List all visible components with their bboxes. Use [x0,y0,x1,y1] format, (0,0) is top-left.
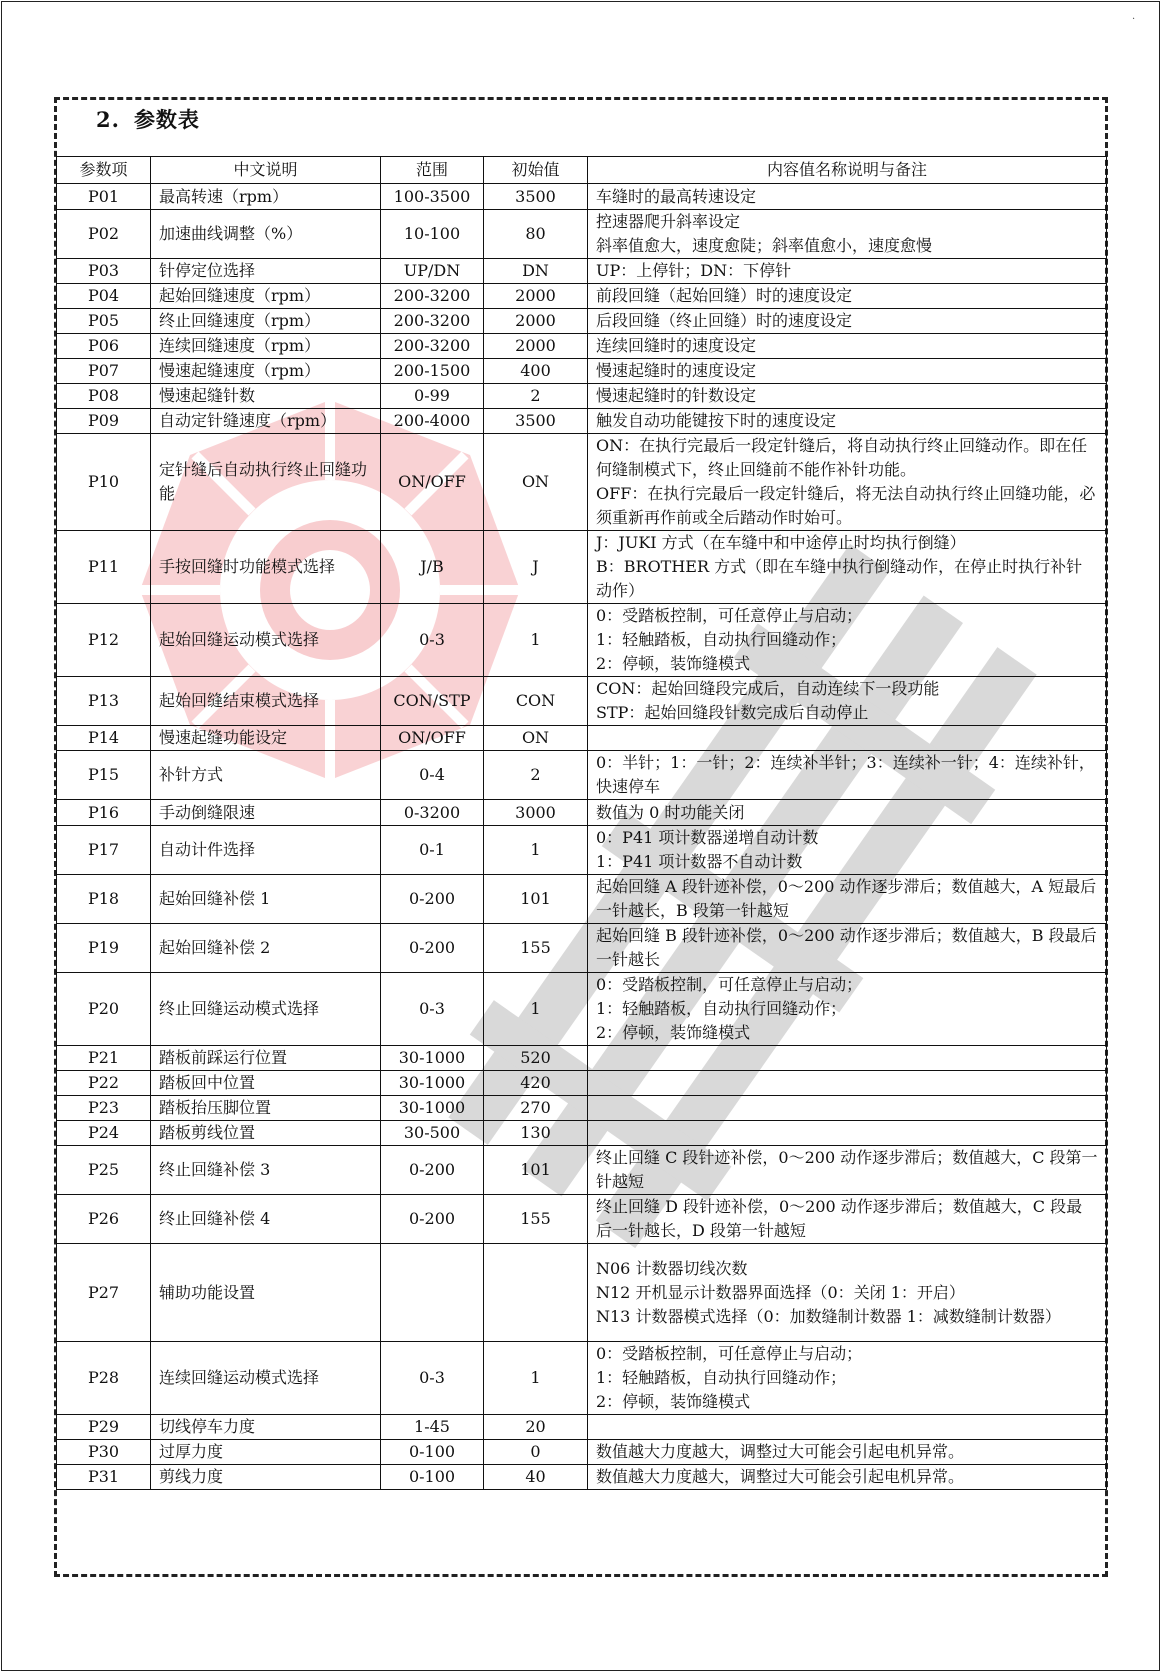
corner-mark: · [1132,14,1136,25]
col-header-name: 中文说明 [151,157,381,184]
param-id-cell: P13 [57,677,151,726]
param-range-cell [381,1244,484,1342]
param-name-cell: 踏板抬压脚位置 [151,1096,381,1121]
param-id-cell: P29 [57,1415,151,1440]
note-line: 斜率值愈大，速度愈陡；斜率值愈小，速度愈慢 [596,236,933,255]
table-row [57,677,1107,726]
param-default-cell: 270 [484,1096,588,1121]
table-header-row [57,157,1107,184]
param-range-cell: 0-200 [381,1195,484,1244]
param-default-cell: 3000 [484,800,588,826]
param-note-cell [588,1440,1107,1465]
param-name-cell: 过厚力度 [151,1440,381,1465]
param-id-cell: P10 [57,434,151,531]
table-row [57,1071,1107,1096]
note-line: 0：受踏板控制，可任意停止与启动； [596,606,863,625]
param-range-cell: 0-3 [381,1342,484,1415]
param-range-cell: 200-3200 [381,334,484,359]
param-name-cell: 踏板剪线位置 [151,1121,381,1146]
note-line: 1：P41 项计数器不自动计数 [596,852,803,871]
param-note-cell [588,384,1107,409]
param-name-cell: 针停定位选择 [151,259,381,284]
note-line: OFF：在执行完最后一段定针缝后，将无法自动执行终止回缝功能，必须重新再作前或全后踏动作时始可。 [596,484,1096,527]
param-range-cell: 0-200 [381,1146,484,1195]
table-row [57,259,1107,284]
param-note-cell [588,184,1107,210]
param-name-cell: 最高转速（rpm） [151,184,381,210]
param-note-cell [588,1046,1107,1071]
param-range-cell: 100-3500 [381,184,484,210]
param-range-cell: 200-4000 [381,409,484,434]
param-name-cell: 终止回缝速度（rpm） [151,309,381,334]
param-default-cell: CON [484,677,588,726]
table-row [57,1244,1107,1342]
param-id-cell: P04 [57,284,151,309]
param-id-cell: P28 [57,1342,151,1415]
param-range-cell: 30-500 [381,1121,484,1146]
param-name-cell: 连续回缝速度（rpm） [151,334,381,359]
table-row [57,284,1107,309]
note-line: 2：停顿，装饰缝模式 [596,1392,751,1411]
param-range-cell: CON/STP [381,677,484,726]
param-id-cell: P01 [57,184,151,210]
param-name-cell: 自动定针缝速度（rpm） [151,409,381,434]
param-name-cell: 起始回缝速度（rpm） [151,284,381,309]
param-range-cell: 30-1000 [381,1046,484,1071]
param-default-cell: 520 [484,1046,588,1071]
param-id-cell: P02 [57,210,151,259]
param-default-cell: 0 [484,1440,588,1465]
param-id-cell: P16 [57,800,151,826]
note-line: 1：轻触踏板，自动执行回缝动作； [596,999,847,1018]
param-default-cell: 2 [484,384,588,409]
param-note-cell [588,677,1107,726]
table-row [57,210,1107,259]
note-line: 数值越大力度越大，调整过大可能会引起电机异常。 [596,1442,965,1461]
note-line: STP：起始回缝段针数完成后自动停止 [596,703,869,722]
param-note-cell [588,359,1107,384]
section-number: 2. [96,107,120,132]
param-default-cell: J [484,531,588,604]
param-name-cell: 加速曲线调整（%） [151,210,381,259]
param-default-cell: 3500 [484,184,588,210]
param-range-cell: 0-100 [381,1465,484,1490]
note-line: CON：起始回缝段完成后，自动连续下一段功能 [596,679,940,698]
param-id-cell: P03 [57,259,151,284]
param-name-cell: 终止回缝运动模式选择 [151,973,381,1046]
table-row [57,1121,1107,1146]
param-id-cell: P18 [57,875,151,924]
param-range-cell: 0-3 [381,973,484,1046]
table-row [57,1096,1107,1121]
section-title-text: 参数表 [133,107,200,132]
param-id-cell: P19 [57,924,151,973]
param-range-cell: 0-3200 [381,800,484,826]
col-header-id: 参数项 [57,157,151,184]
param-range-cell: 0-100 [381,1440,484,1465]
note-line: 1：轻触踏板，自动执行回缝动作； [596,1368,847,1387]
param-note-cell [588,1195,1107,1244]
param-note-cell [588,210,1107,259]
table-row [57,531,1107,604]
table-row [57,751,1107,800]
table-row [57,826,1107,875]
param-id-cell: P07 [57,359,151,384]
table-row [57,924,1107,973]
table-row [57,1046,1107,1071]
note-line: 控速器爬升斜率设定 [596,212,741,231]
note-line: 0：半针；1：一针；2：连续补半针；3：连续补一针；4：连续补针，快速停车 [596,753,1095,796]
param-name-cell: 定针缝后自动执行终止回缝功能 [151,434,381,531]
param-note-cell [588,604,1107,677]
param-note-cell [588,751,1107,800]
param-default-cell: 1 [484,604,588,677]
table-row [57,1342,1107,1415]
param-name-cell: 终止回缝补偿 4 [151,1195,381,1244]
param-range-cell: 200-3200 [381,309,484,334]
param-id-cell: P09 [57,409,151,434]
param-default-cell: 2000 [484,334,588,359]
table-row [57,1146,1107,1195]
param-note-cell [588,284,1107,309]
note-line: N12 开机显示计数器界面选择（0：关闭 1：开启） [596,1282,965,1302]
param-default-cell: 1 [484,973,588,1046]
note-line: N13 计数器模式选择（0：加数缝制计数器 1：减数缝制计数器） [596,1306,1061,1326]
note-line: 车缝时的最高转速设定 [596,186,757,206]
note-line: 数值越大力度越大，调整过大可能会引起电机异常。 [596,1467,965,1486]
col-header-range: 范围 [381,157,484,184]
param-name-cell: 起始回缝补偿 1 [151,875,381,924]
param-name-cell: 踏板前踩运行位置 [151,1046,381,1071]
param-name-cell: 手按回缝时功能模式选择 [151,531,381,604]
note-line: J：JUKI 方式（在车缝中和中途停止时均执行倒缝） [596,533,966,552]
table-row [57,1415,1107,1440]
param-note-cell [588,434,1107,531]
param-default-cell: 3500 [484,409,588,434]
note-line: 数值为 0 时功能关闭 [596,802,745,822]
param-note-cell [588,1415,1107,1440]
note-line: 2：停顿，装饰缝模式 [596,654,751,673]
param-default-cell: 101 [484,1146,588,1195]
param-range-cell: ON/OFF [381,726,484,751]
param-range-cell: 10-100 [381,210,484,259]
table-row [57,384,1107,409]
param-default-cell: 130 [484,1121,588,1146]
param-default-cell: ON [484,434,588,531]
param-range-cell: UP/DN [381,259,484,284]
param-note-cell [588,531,1107,604]
param-id-cell: P26 [57,1195,151,1244]
param-range-cell: 0-200 [381,875,484,924]
param-name-cell: 起始回缝运动模式选择 [151,604,381,677]
table-row [57,604,1107,677]
param-name-cell: 起始回缝补偿 2 [151,924,381,973]
param-name-cell: 连续回缝运动模式选择 [151,1342,381,1415]
table-row [57,1440,1107,1465]
param-note-cell [588,259,1107,284]
param-default-cell: 2000 [484,309,588,334]
param-note-cell [588,1071,1107,1096]
table-row [57,334,1107,359]
note-line: 触发自动功能键按下时的速度设定 [596,411,837,430]
param-id-cell: P14 [57,726,151,751]
param-note-cell [588,334,1107,359]
param-id-cell: P17 [57,826,151,875]
param-id-cell: P11 [57,531,151,604]
note-line: 终止回缝 C 段针迹补偿，0～200 动作逐步滞后；数值越大，C 段第一针越短 [596,1148,1098,1191]
table-body [57,184,1107,1490]
param-name-cell: 起始回缝结束模式选择 [151,677,381,726]
note-line: 1：轻触踏板，自动执行回缝动作； [596,630,847,649]
note-line: 0：受踏板控制，可任意停止与启动； [596,975,863,994]
param-default-cell: 1 [484,1342,588,1415]
table-row [57,184,1107,210]
note-line: B：BROTHER 方式（即在车缝中执行倒缝动作，在停止时执行补针动作） [596,557,1083,600]
param-note-cell [588,800,1107,826]
param-note-cell [588,1146,1107,1195]
param-id-cell: P22 [57,1071,151,1096]
param-note-cell [588,409,1107,434]
param-note-cell [588,309,1107,334]
param-default-cell: 2 [484,751,588,800]
param-id-cell: P05 [57,309,151,334]
parameter-table [56,156,1107,1490]
param-id-cell: P15 [57,751,151,800]
param-id-cell: P08 [57,384,151,409]
note-line: ON：在执行完最后一段定针缝后，将自动执行终止回缝动作。即在任何缝制模式下，终止回缝前不能作补针功能。 [596,436,1088,479]
param-name-cell: 终止回缝补偿 3 [151,1146,381,1195]
param-id-cell: P24 [57,1121,151,1146]
param-note-cell [588,875,1107,924]
param-name-cell: 补针方式 [151,751,381,800]
param-note-cell [588,973,1107,1046]
param-range-cell: 0-3 [381,604,484,677]
param-note-cell [588,924,1107,973]
param-default-cell: DN [484,259,588,284]
param-note-cell [588,1121,1107,1146]
param-default-cell: ON [484,726,588,751]
param-name-cell: 慢速起缝速度（rpm） [151,359,381,384]
table-row [57,434,1107,531]
param-default-cell: 20 [484,1415,588,1440]
param-id-cell: P27 [57,1244,151,1342]
param-name-cell: 慢速起缝功能设定 [151,726,381,751]
param-range-cell: 200-3200 [381,284,484,309]
param-default-cell: 2000 [484,284,588,309]
param-id-cell: P23 [57,1096,151,1121]
note-line: N06 计数器切线次数 [596,1258,748,1278]
table-row [57,1465,1107,1490]
param-id-cell: P30 [57,1440,151,1465]
param-range-cell: 200-1500 [381,359,484,384]
note-line: 慢速起缝时的针数设定 [596,386,757,405]
param-name-cell: 剪线力度 [151,1465,381,1490]
param-default-cell [484,1244,588,1342]
col-header-note: 内容值名称说明与备注 [588,157,1107,184]
table-row [57,800,1107,826]
param-name-cell: 慢速起缝针数 [151,384,381,409]
note-line: 0：受踏板控制，可任意停止与启动； [596,1344,863,1363]
param-range-cell: ON/OFF [381,434,484,531]
param-default-cell: 40 [484,1465,588,1490]
param-id-cell: P06 [57,334,151,359]
note-line: 连续回缝时的速度设定 [596,336,757,355]
table-row [57,409,1107,434]
param-name-cell: 切线停车力度 [151,1415,381,1440]
table-row [57,309,1107,334]
param-default-cell: 155 [484,1195,588,1244]
table-row [57,973,1107,1046]
note-line: UP：上停针；DN：下停针 [596,261,792,280]
param-note-cell [588,1244,1107,1342]
param-note-cell [588,1465,1107,1490]
table-row [57,1195,1107,1244]
table-row [57,875,1107,924]
param-note-cell [588,1096,1107,1121]
table-row [57,359,1107,384]
param-name-cell: 踏板回中位置 [151,1071,381,1096]
param-id-cell: P21 [57,1046,151,1071]
param-range-cell: 1-45 [381,1415,484,1440]
param-note-cell [588,726,1107,751]
param-default-cell: 420 [484,1071,588,1096]
param-note-cell [588,1342,1107,1415]
param-range-cell: 30-1000 [381,1096,484,1121]
note-line: 终止回缝 D 段针迹补偿，0～200 动作逐步滞后；数值越大，C 段最后一针越长，D 段第一针越短 [596,1197,1083,1240]
note-line: 起始回缝 A 段针迹补偿，0～200 动作逐步滞后；数值越大，A 短最后一针越长，B 段第一针越短 [596,877,1097,920]
param-default-cell: 80 [484,210,588,259]
param-id-cell: P12 [57,604,151,677]
note-line: 前段回缝（起始回缝）时的速度设定 [596,286,853,305]
section-title [96,104,200,134]
param-id-cell: P25 [57,1146,151,1195]
param-name-cell: 自动计件选择 [151,826,381,875]
param-id-cell: P20 [57,973,151,1046]
param-name-cell: 手动倒缝限速 [151,800,381,826]
param-range-cell: 0-200 [381,924,484,973]
note-line: 起始回缝 B 段针迹补偿，0～200 动作逐步滞后；数值越大，B 段最后一针越长 [596,926,1097,969]
param-name-cell: 辅助功能设置 [151,1244,381,1342]
param-default-cell: 1 [484,826,588,875]
note-line: 2：停顿，装饰缝模式 [596,1023,751,1042]
param-id-cell: P31 [57,1465,151,1490]
param-range-cell: 0-99 [381,384,484,409]
param-range-cell: J/B [381,531,484,604]
col-header-default: 初始值 [484,157,588,184]
param-range-cell: 0-4 [381,751,484,800]
note-line: 0：P41 项计数器递增自动计数 [596,828,819,847]
param-range-cell: 0-1 [381,826,484,875]
param-range-cell: 30-1000 [381,1071,484,1096]
note-line: 慢速起缝时的速度设定 [596,361,757,380]
table-row [57,726,1107,751]
param-default-cell: 400 [484,359,588,384]
param-note-cell [588,826,1107,875]
note-line: 后段回缝（终止回缝）时的速度设定 [596,311,853,330]
param-default-cell: 101 [484,875,588,924]
param-default-cell: 155 [484,924,588,973]
